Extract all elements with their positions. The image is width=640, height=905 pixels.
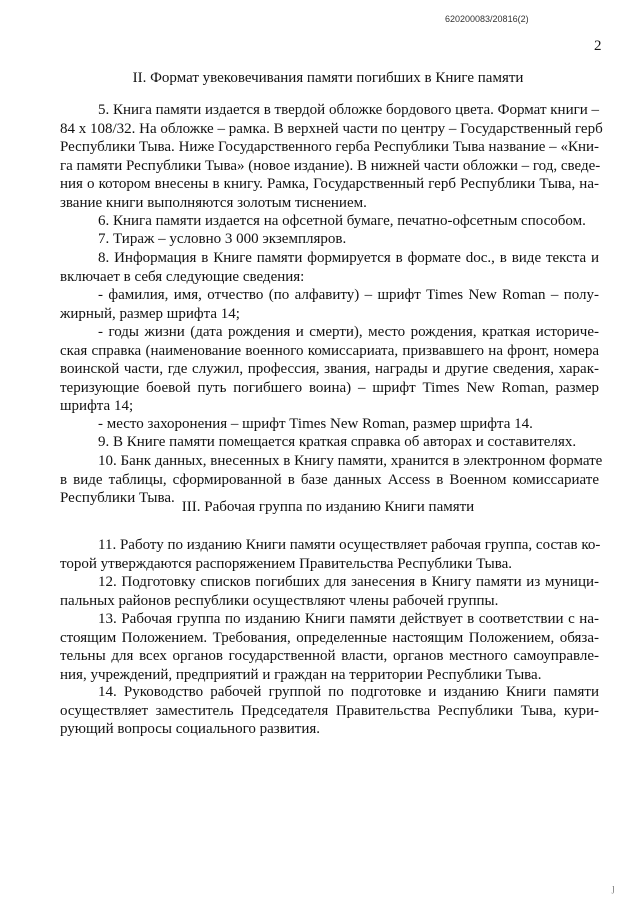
paragraph-line: 9. В Книге памяти помещается краткая справка об авторах и составителях. <box>98 434 577 450</box>
paragraph-line: 12. Подготовку списков погибших для занесения в Книгу памяти из муници- <box>98 574 599 590</box>
paragraph-line: жирный, размер шрифта 14; <box>60 305 240 322</box>
paragraph-5 <box>60 101 603 212</box>
paragraph-line: включает в себя следующие сведения: <box>60 268 305 285</box>
paragraph-line: га памяти Республики Тыва» (новое издание). В нижней части обложки – год, сведе- <box>60 157 601 174</box>
paragraph-line: шрифта 14; <box>60 398 134 414</box>
paragraph-9 <box>60 433 599 452</box>
section-3-title: III. Рабочая группа по изданию Книги памяти <box>181 499 475 515</box>
list-item-burial <box>60 415 599 434</box>
paragraph-13 <box>60 610 599 684</box>
paragraph-line: ская справка (наименование военного комиссариата, призвавшего на фронт, номера <box>60 342 599 359</box>
paragraph-line: ния, учреждений, предприятий и граждан на территории Республики Тыва. <box>60 666 542 683</box>
paragraph-line: 14. Руководство рабочей группой по подготовке и изданию Книги памяти <box>98 684 599 700</box>
paragraph-line: в виде таблицы, сформированной в базе данных Access в Военном комиссариате <box>60 471 599 488</box>
paragraph-line: 11. Работу по изданию Книги памяти осуществляет рабочая группа, состав ко- <box>98 537 601 553</box>
paragraph-line: 6. Книга памяти издается на офсетной бумаге, печатно-офсетным способом. <box>98 213 586 229</box>
paragraph-8 <box>60 249 599 286</box>
paragraph-11 <box>60 536 599 573</box>
paragraph-line: Республики Тыва. <box>60 490 175 506</box>
paragraph-line: 84 х 108/32. На обложке – рамка. В верхней части по центру – Государственный герб <box>60 120 603 137</box>
paragraph-line: - фамилия, имя, отчество (по алфавиту) – шрифт Times New Roman – полу- <box>98 287 599 303</box>
paragraph-line: тельны для всех органов государственной власти, органов местного самоуправле- <box>60 648 599 664</box>
page-number: 2 <box>594 38 602 54</box>
paragraph-line: осуществляет заместитель Председателя Правительства Республики Тыва, кури- <box>60 702 599 719</box>
list-item-name <box>60 286 599 323</box>
paragraph-6 <box>60 212 599 231</box>
paragraph-14 <box>60 683 599 739</box>
section-2-title: II. Формат увековечивания памяти погибших в Книге памяти <box>132 70 524 86</box>
paragraph-line: - годы жизни (дата рождения и смерти), место рождения, краткая историче- <box>98 324 599 340</box>
paragraph-line: звание книги выполняются золотым тиснением. <box>60 194 367 211</box>
paragraph-12 <box>60 573 599 610</box>
document-id: 620200083/20816(2) <box>445 14 529 24</box>
list-item-biography <box>60 323 599 416</box>
paragraph-line: Республики Тыва. Ниже Государственного герба Республики Тыва название – «Кни- <box>60 139 599 155</box>
paragraph-line: теризующие боевой путь погибшего воина) – шрифт Times New Roman, размер <box>60 379 599 396</box>
paragraph-line: торой утверждаются распоряжением Правительства Республики Тыва. <box>60 555 512 572</box>
paragraph-line: пальных районов республики осуществляют члены рабочей группы. <box>60 592 499 609</box>
paragraph-line: 13. Рабочая группа по изданию Книги памяти действует в соответствии с на- <box>98 611 599 627</box>
paragraph-line: рующий вопросы социального развития. <box>60 721 321 737</box>
paragraph-line: ния о котором внесены в книгу. Рамка, Государственный герб Республики Тыва, на- <box>60 176 599 192</box>
paragraph-line: 7. Тираж – условно 3 000 экземпляров. <box>98 231 347 247</box>
paragraph-line: стоящим Положением. Требования, определенные настоящим Положением, обяза- <box>60 629 599 646</box>
margin-mark: ȷ <box>612 883 615 894</box>
paragraph-7 <box>60 230 599 249</box>
paragraph-line: 10. Банк данных, внесенных в Книгу памяти, хранится в электронном формате <box>98 453 603 469</box>
paragraph-line: 8. Информация в Книге памяти формируется в формате doc., в виде текста и <box>98 250 599 266</box>
paragraph-line: воинской части, где служил, профессия, звания, награды и другие сведения, харак- <box>60 361 599 377</box>
paragraph-line: 5. Книга памяти издается в твердой обложке бордового цвета. Формат книги – <box>98 102 600 118</box>
paragraph-line: - место захоронения – шрифт Times New Roman, размер шрифта 14. <box>98 416 533 432</box>
